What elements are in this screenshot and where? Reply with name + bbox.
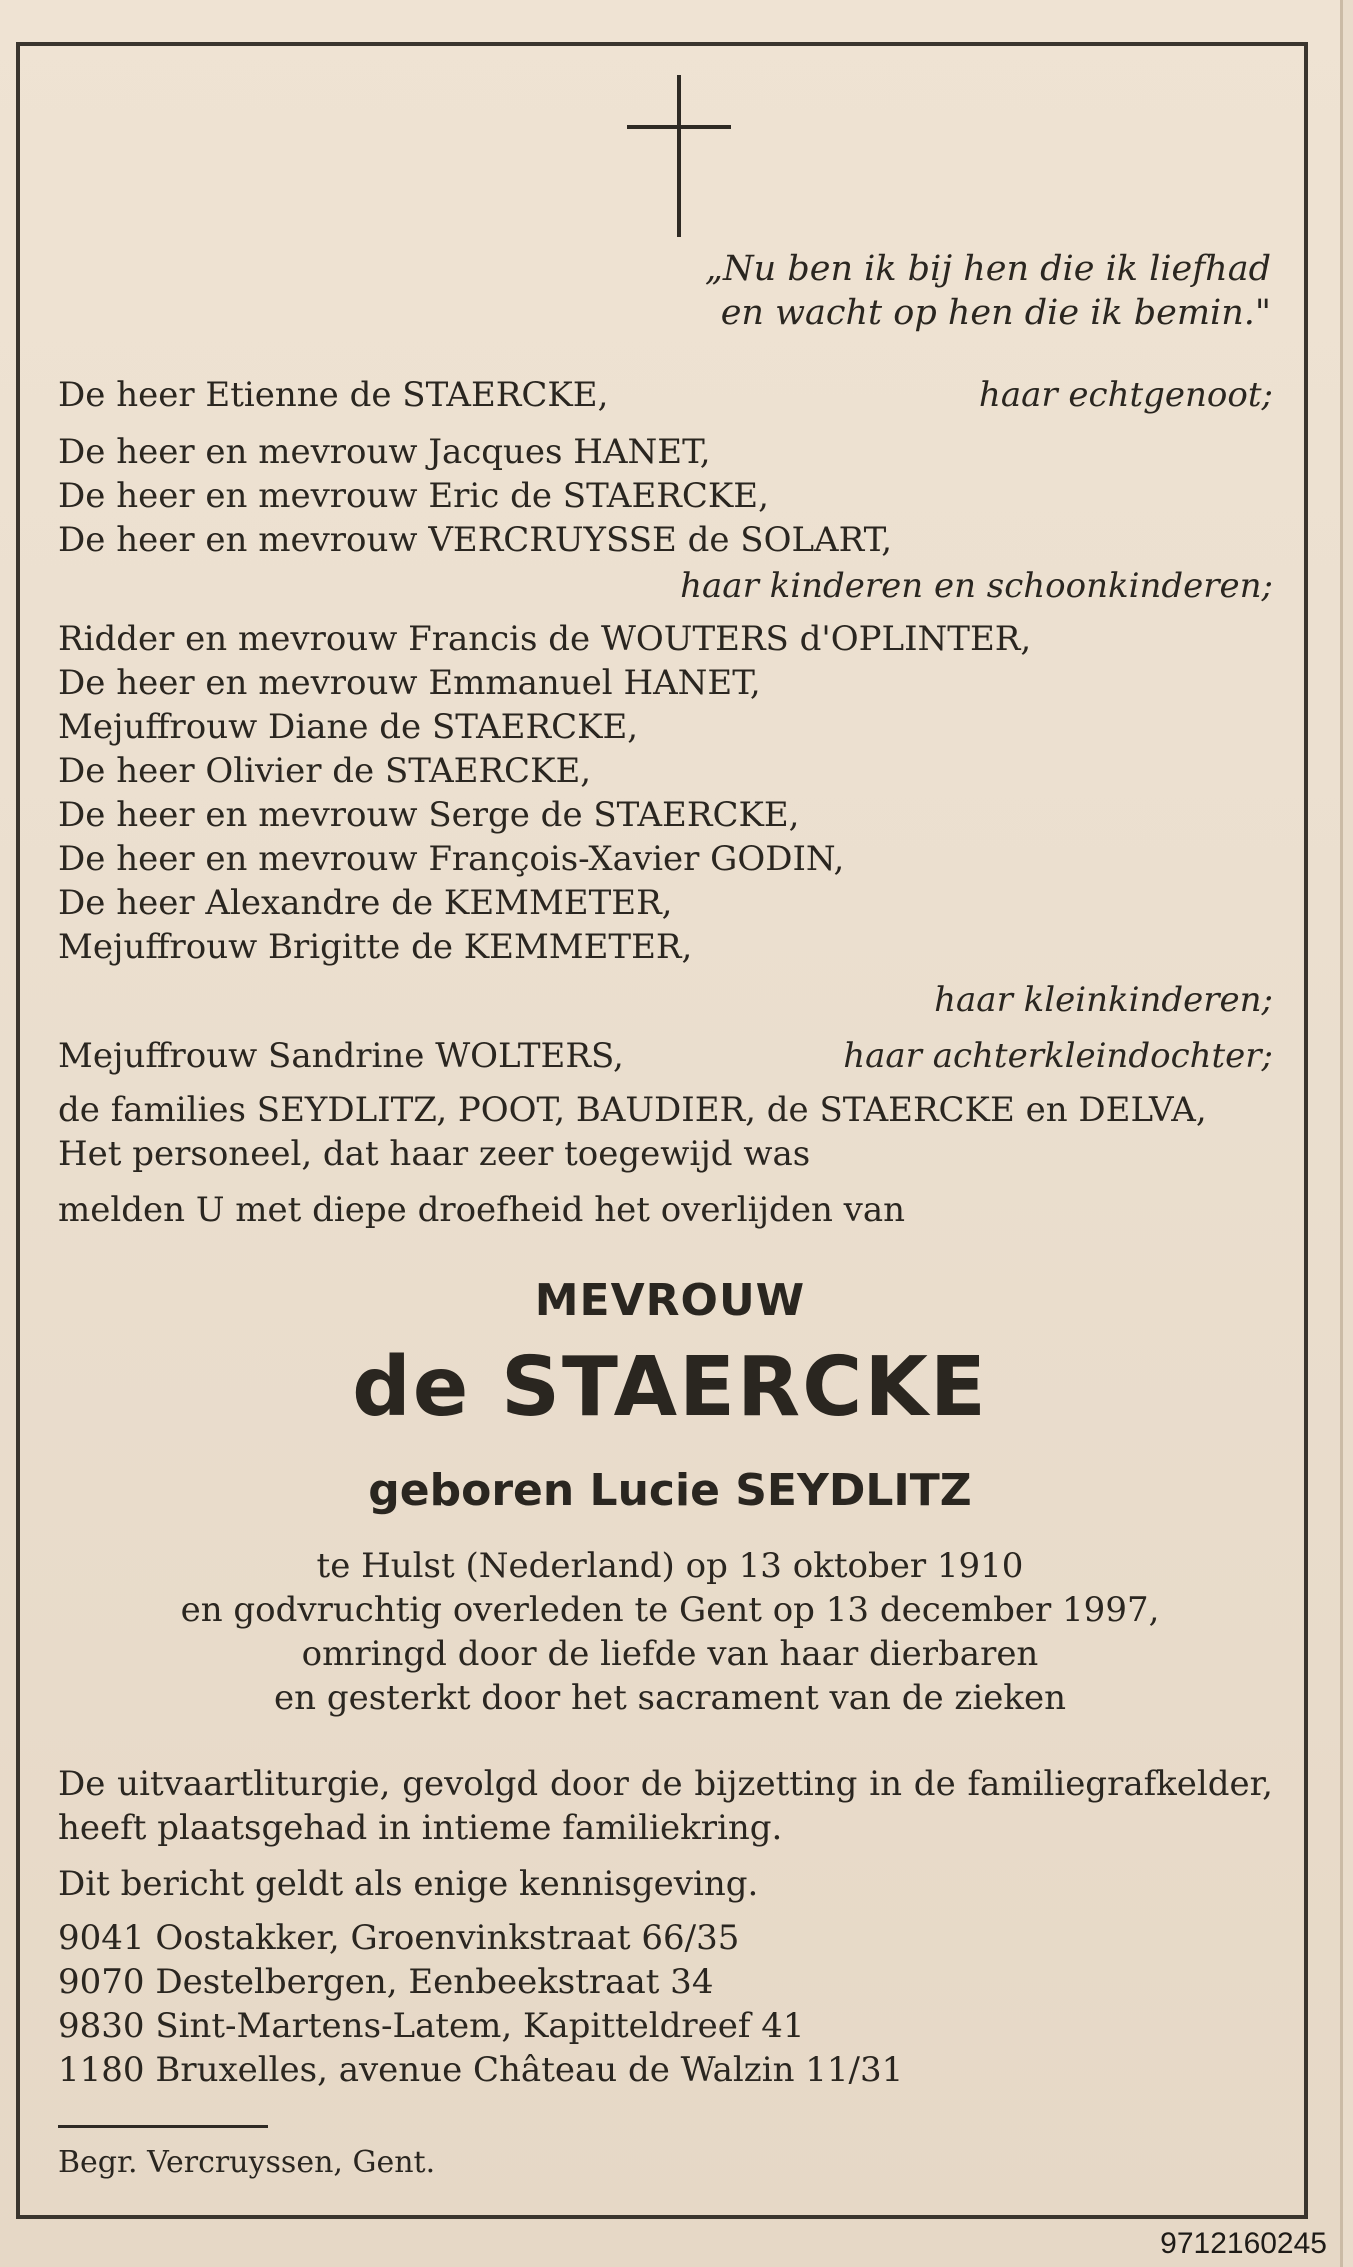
deceased-title: MEVROUW [534,1275,806,1326]
grandchild-line: De heer en mevrouw Serge de STAERCKE, [58,795,800,835]
announce-line: melden U met diepe droefheid het overlijden van [58,1190,906,1230]
grandchild-line: De heer en mevrouw Emmanuel HANET, [58,663,761,703]
grandchild-line: Ridder en mevrouw Francis de WOUTERS d'OPLINTER, [58,619,1032,659]
deceased-detail-line: te Hulst (Nederland) op 13 oktober 1910 [316,1546,1024,1586]
address-line: 9070 Destelbergen, Eenbeekstraat 34 [58,1962,714,2002]
address-line: 1180 Bruxelles, avenue Château de Walzin 11/31 [58,2050,904,2090]
grandchild-line: De heer Olivier de STAERCKE, [58,751,592,791]
address-line: 9041 Oostakker, Groenvinkstraat 66/35 [58,1918,740,1958]
spouse-role: haar echtgenoot; [978,375,1273,415]
document-number: 9712160245 [1160,2227,1327,2260]
cross-icon-bar [627,125,731,129]
deceased-name: de STAERCKE [352,1340,988,1435]
quote-line-2: en wacht op hen die ik bemin." [720,293,1271,333]
deceased-detail-line: en godvruchtig overleden te Gent op 13 december 1997, [180,1590,1160,1630]
grandchild-line: De heer Alexandre de KEMMETER, [58,883,673,923]
divider [58,2125,268,2128]
grandchild-line: Mejuffrouw Brigitte de KEMMETER, [58,927,693,967]
great-grandchild-line: Mejuffrouw Sandrine WOLTERS, [58,1036,624,1076]
deceased-detail-line: en gesterkt door het sacrament van de zieken [274,1678,1066,1718]
quote-line-1: „Nu ben ik bij hen die ik liefhad [704,249,1271,289]
grandchildren-role: haar kleinkinderen; [934,980,1273,1020]
grandchild-line: De heer en mevrouw François-Xavier GODIN, [58,839,845,879]
families-line: de families SEYDLITZ, POOT, BAUDIER, de STAERCKE en DELVA, [58,1090,1207,1130]
notice-line: Dit bericht geldt als enige kennisgeving. [58,1864,759,1904]
address-line: 9830 Sint-Martens-Latem, Kapitteldreef 41 [58,2006,805,2046]
staff-line: Het personeel, dat haar zeer toegewijd was [58,1134,811,1174]
deceased-birth-name: geboren Lucie SEYDLITZ [368,1465,972,1516]
funeral-paragraph: De uitvaartliturgie, gevolgd door de bijzetting in de familiegrafkelder, heeft plaatsgehad in intieme familiekring. [58,1764,1273,1848]
grandchild-line: Mejuffrouw Diane de STAERCKE, [58,707,639,747]
deceased-detail-line: omringd door de liefde van haar dierbaren [301,1634,1039,1674]
child-line: De heer en mevrouw VERCRUYSSE de SOLART, [58,520,893,560]
spouse-line: De heer Etienne de STAERCKE, [58,375,609,415]
child-line: De heer en mevrouw Eric de STAERCKE, [58,476,769,516]
children-role: haar kinderen en schoonkinderen; [680,566,1273,606]
great-grandchild-role: haar achterkleindochter; [843,1036,1273,1076]
child-line: De heer en mevrouw Jacques HANET, [58,432,711,472]
cross-icon [677,75,681,237]
undertaker-credit: Begr. Vercruyssen, Gent. [58,2145,436,2180]
